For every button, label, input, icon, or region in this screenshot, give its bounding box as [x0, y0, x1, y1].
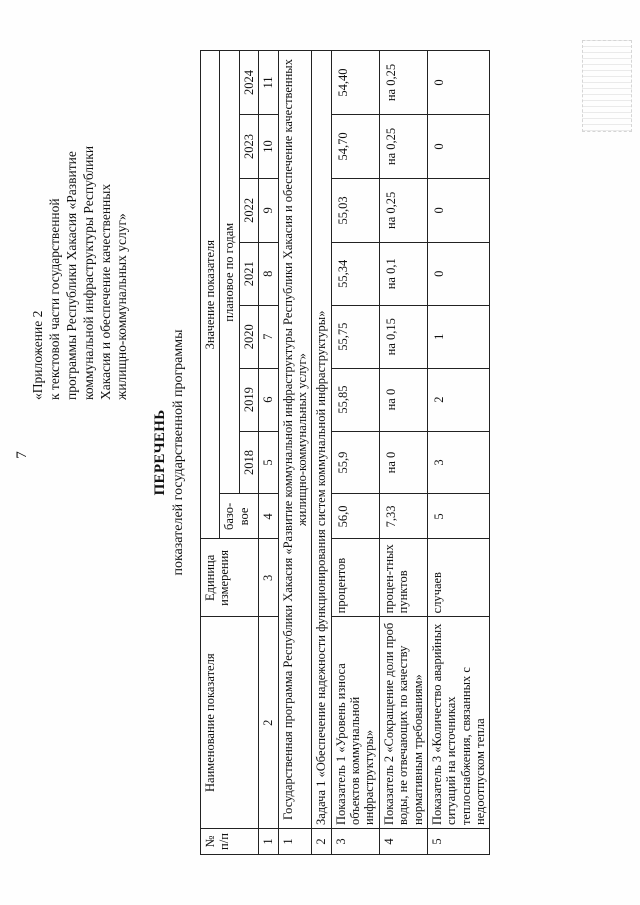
row-name: Показатель 1 «Уровень износа объектов коммунальной инфраструктуры»	[331, 617, 379, 829]
row-base: 5	[427, 494, 490, 539]
row-value: 54,40	[331, 51, 379, 115]
row-base: 7,33	[379, 494, 427, 539]
stamp-mark	[582, 40, 632, 132]
header-base: базо-вое	[220, 494, 259, 539]
header-year: 2024	[239, 51, 258, 115]
row-name: Показатель 3 «Количество аварийных ситуаций на источниках теплоснабжения, связанных с недоотпуском тепла	[427, 617, 490, 829]
header-num: № п/п	[201, 829, 259, 855]
task-row-text: Задача 1 «Обеспечение надежности функционирования систем коммунальной инфраструктуры»	[312, 51, 331, 829]
appendix-line: коммунальной инфраструктуры Республики	[80, 145, 96, 400]
task-row	[312, 51, 331, 855]
column-number: 5	[259, 431, 278, 494]
row-value: 3	[427, 431, 490, 494]
task-row-num: 2	[312, 829, 331, 855]
table-row	[379, 51, 427, 855]
row-value: на 0,15	[379, 305, 427, 368]
column-number: 1	[259, 829, 278, 855]
header-year: 2019	[239, 368, 258, 431]
row-value: 55,9	[331, 431, 379, 494]
program-row-num: 1	[278, 829, 312, 855]
row-base: 56,0	[331, 494, 379, 539]
column-number: 11	[259, 51, 278, 115]
row-value: 0	[427, 178, 490, 242]
row-value: на 0	[379, 431, 427, 494]
row-value: 55,75	[331, 305, 379, 368]
column-number: 3	[259, 539, 278, 617]
header-planned: плановое по годам	[220, 51, 239, 494]
row-value: 55,34	[331, 242, 379, 305]
table-row	[331, 51, 379, 855]
row-num: 4	[379, 829, 427, 855]
header-unit: Единица измерения	[201, 539, 259, 617]
row-value: 55,03	[331, 178, 379, 242]
rotated-document	[14, 50, 580, 855]
column-number: 9	[259, 178, 278, 242]
appendix-note	[30, 50, 131, 400]
row-unit: процентов	[331, 539, 379, 617]
column-number: 2	[259, 617, 278, 829]
table-row	[427, 51, 490, 855]
row-value: на 0	[379, 368, 427, 431]
row-unit: случаев	[427, 539, 490, 617]
header-year: 2021	[239, 242, 258, 305]
row-value: 2	[427, 368, 490, 431]
row-value: 55,85	[331, 368, 379, 431]
row-value: на 0,25	[379, 51, 427, 115]
appendix-line: Хакасия и обеспечение качественных	[97, 183, 113, 400]
program-row	[278, 51, 312, 855]
row-value: 0	[427, 242, 490, 305]
header-year: 2018	[239, 431, 258, 494]
row-value: 0	[427, 115, 490, 179]
header-year: 2020	[239, 305, 258, 368]
column-number: 6	[259, 368, 278, 431]
header-values: Значение показателя	[201, 51, 220, 539]
row-name: Показатель 2 «Сокращение доли проб воды, не отвечающих по качеству нормативным требованиям»	[379, 617, 427, 829]
appendix-line: программы Республики Хакасия «Развитие	[63, 151, 79, 400]
document-subtitle: показателей государственной программы	[171, 329, 186, 576]
row-value: 54,70	[331, 115, 379, 179]
row-value: на 0,25	[379, 178, 427, 242]
row-value: 1	[427, 305, 490, 368]
appendix-line: жилищно-коммунальных услуг»	[114, 213, 130, 400]
header-name: Наименование показателя	[201, 617, 259, 829]
row-num: 3	[331, 829, 379, 855]
column-numbers-row	[259, 51, 278, 855]
row-value: на 0,25	[379, 115, 427, 179]
page-number: 7	[14, 451, 30, 459]
column-number: 7	[259, 305, 278, 368]
column-number: 10	[259, 115, 278, 179]
header-year: 2023	[239, 115, 258, 179]
row-value: 0	[427, 51, 490, 115]
row-num: 5	[427, 829, 490, 855]
header-row-1	[201, 51, 220, 855]
column-number: 8	[259, 242, 278, 305]
appendix-line: к текстовой части государственной	[46, 198, 62, 400]
program-row-text: Государственная программа Республики Хакасия «Развитие коммунальной инфраструктуры Республики Хакасия и обеспечение качественных жилищно-коммунальных услуг»	[278, 51, 312, 829]
row-unit: процен-тных пунктов	[379, 539, 427, 617]
row-value: на 0,1	[379, 242, 427, 305]
column-number: 4	[259, 494, 278, 539]
indicators-table	[200, 50, 490, 855]
document-title: ПЕРЕЧЕНЬ	[152, 409, 168, 496]
header-year: 2022	[239, 178, 258, 242]
appendix-line: «Приложение 2	[30, 310, 45, 400]
